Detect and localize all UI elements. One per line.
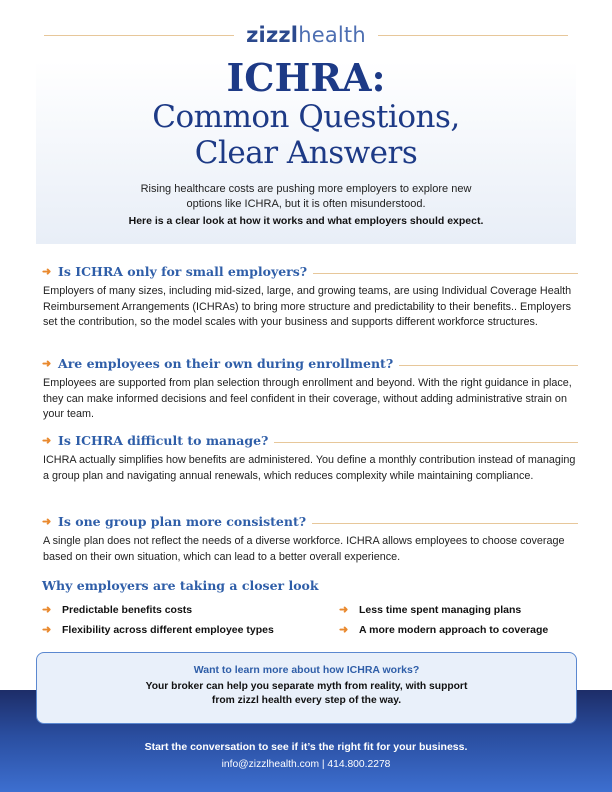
- footer-contact[interactable]: info@zizzlhealth.com | 414.800.2278: [221, 759, 391, 770]
- why-item-label: Less time spent managing plans: [359, 603, 522, 616]
- qa-item: [42, 512, 578, 565]
- cta-body: [37, 680, 576, 708]
- cta-body-line-2: from zizzl health every step of the way.: [211, 695, 402, 706]
- why-item-label: A more modern approach to coverage: [359, 623, 549, 636]
- why-list: [42, 602, 582, 637]
- question-heading: Are employees on their own during enrollment?: [58, 355, 394, 371]
- question-row: [42, 431, 578, 449]
- logo-divider-right: [378, 35, 568, 36]
- qa-item: [42, 354, 578, 423]
- qa-item: [42, 431, 578, 484]
- cta-callout: [36, 652, 577, 724]
- arrow-right-icon: ➜: [42, 604, 52, 616]
- cta-heading: Want to learn more about how ICHRA works?: [193, 664, 420, 676]
- answer-text: Employees are supported from plan selection through enrollment and beyond. With the right guidance in place, they can make informed decisions and feel confident in their coverage, without adding administrative strain on your team.: [43, 377, 572, 420]
- question-heading: Is ICHRA only for small employers?: [58, 263, 308, 279]
- question-rule: [274, 442, 578, 443]
- intro-text: Rising healthcare costs are pushing more employers to explore new options like ICHRA, but it is often misunderstood.: [140, 183, 472, 210]
- question-rule: [312, 523, 578, 524]
- footer-tagline: Start the conversation to see if it’s the right fit for your business.: [144, 741, 468, 753]
- why-heading: Why employers are taking a closer look: [42, 578, 319, 593]
- arrow-right-icon: ➜: [339, 624, 349, 636]
- question-rule: [399, 365, 578, 366]
- arrow-right-icon: ➜: [42, 515, 52, 528]
- answer-text: ICHRA actually simplifies how benefits are administered. You define a monthly contribution instead of managing a group plan and navigating annual renewals, which reduces complexity while maintaining compliance.: [43, 454, 576, 482]
- page-subtitle: [0, 99, 612, 171]
- why-list-item: [42, 602, 339, 617]
- page-title: ICHRA:: [226, 55, 386, 100]
- question-heading: Is ICHRA difficult to manage?: [58, 432, 269, 448]
- logo-wordmark-zizzl: zizzl: [246, 23, 299, 47]
- why-list-item: [42, 622, 339, 637]
- question-row: [42, 262, 578, 280]
- why-list-item: [339, 602, 582, 617]
- question-row: [42, 512, 578, 530]
- why-list-item: [339, 622, 582, 637]
- answer-text: A single plan does not reflect the needs of a diverse workforce. ICHRA allows employees to choose coverage based on their own situation, which can lead to a better overall experience.: [43, 535, 565, 563]
- qa-item: [42, 262, 578, 331]
- arrow-right-icon: ➜: [42, 357, 52, 370]
- logo-row: [44, 24, 568, 46]
- zizzl-health-logo: [234, 23, 378, 47]
- arrow-right-icon: ➜: [42, 265, 52, 278]
- intro-bold-text: Here is a clear look at how it works and what employers should expect.: [128, 215, 484, 227]
- logo-wordmark-health: health: [298, 23, 366, 47]
- question-heading: Is one group plan more consistent?: [58, 513, 307, 529]
- arrow-right-icon: ➜: [42, 434, 52, 447]
- arrow-right-icon: ➜: [339, 604, 349, 616]
- question-rule: [313, 273, 578, 274]
- question-row: [42, 354, 578, 372]
- subtitle-line-1: Common Questions,: [152, 99, 460, 135]
- subtitle-line-2: Clear Answers: [194, 135, 418, 171]
- answer-text: Employers of many sizes, including mid-sized, large, and growing teams, are using Individual Coverage Health Reimbursement Arrangements (ICHRAs) to bring more structure and predictability to their benefits.. Employers set the contribution, so the model scales with your business and supports different workforce structures.: [43, 285, 572, 328]
- why-item-label: Flexibility across different employee types: [62, 623, 274, 636]
- cta-body-line-1: Your broker can help you separate myth from reality, with support: [145, 681, 468, 692]
- arrow-right-icon: ➜: [42, 624, 52, 636]
- why-item-label: Predictable benefits costs: [62, 603, 193, 616]
- logo-divider-left: [44, 35, 234, 36]
